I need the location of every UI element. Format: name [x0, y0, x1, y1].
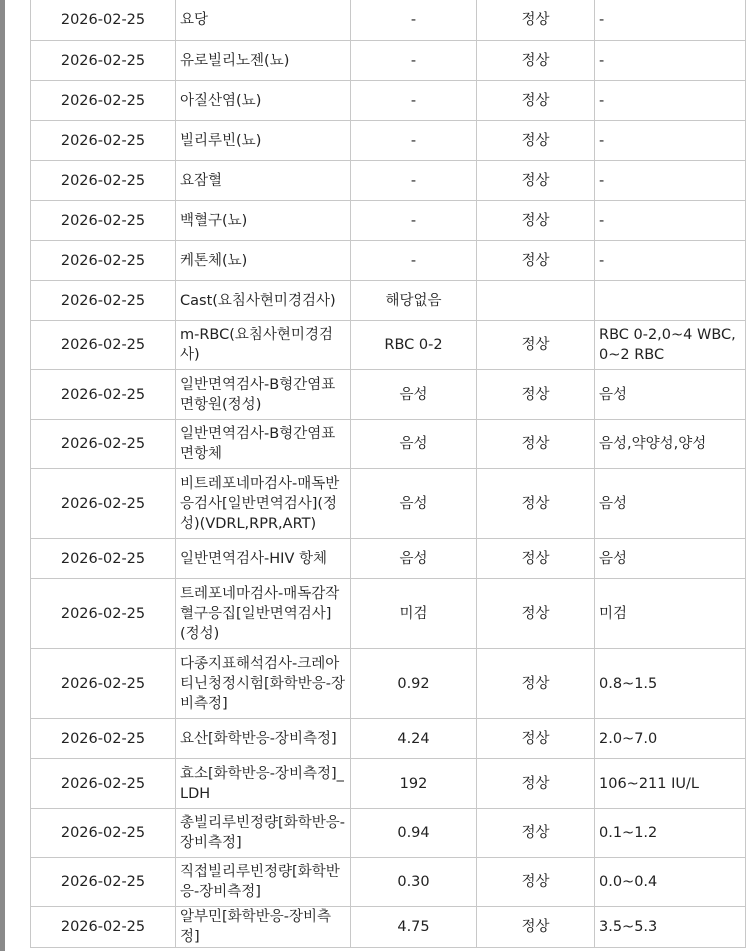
row-reference-cell: 0.1~1.2 — [595, 809, 746, 858]
row-judgement-cell: 정상 — [477, 759, 595, 809]
row-date-cell: 2026-02-25 — [31, 201, 176, 241]
row-date-cell: 2026-02-25 — [31, 281, 176, 321]
row-test-name-cell: 다종지표해석검사-크레아티닌청정시험[화학반응-장비측정] — [176, 649, 351, 719]
row-result-cell: 해당없음 — [351, 281, 477, 321]
table-row — [31, 81, 746, 121]
row-test-name-cell: 총빌리루빈정량[화학반응-장비측정] — [176, 809, 351, 858]
row-judgement-cell: 정상 — [477, 370, 595, 420]
row-result-cell: 4.75 — [351, 907, 477, 948]
row-date-cell: 2026-02-25 — [31, 809, 176, 858]
row-test-name-cell: 일반면역검사-B형간염표면항원(정성) — [176, 370, 351, 420]
row-judgement-cell: 정상 — [477, 41, 595, 81]
row-result-cell: 미검 — [351, 579, 477, 649]
row-test-name-cell: 트레포네마검사-매독감작혈구응집[일반면역검사](정성) — [176, 579, 351, 649]
row-test-name-cell: 유로빌리노젠(뇨) — [176, 41, 351, 81]
row-reference-cell: - — [595, 161, 746, 201]
row-result-cell: - — [351, 121, 477, 161]
row-judgement-cell: 정상 — [477, 121, 595, 161]
row-judgement-cell: 정상 — [477, 907, 595, 948]
table-row — [31, 907, 746, 948]
lab-results-table — [30, 0, 746, 948]
row-result-cell: 0.94 — [351, 809, 477, 858]
row-date-cell: 2026-02-25 — [31, 579, 176, 649]
row-result-cell: - — [351, 201, 477, 241]
row-reference-cell: 음성,약양성,양성 — [595, 420, 746, 469]
table-row — [31, 469, 746, 539]
row-reference-cell: - — [595, 241, 746, 281]
row-reference-cell: RBC 0-2,0~4 WBC, 0~2 RBC — [595, 321, 746, 370]
row-reference-cell: 3.5~5.3 — [595, 907, 746, 948]
row-date-cell: 2026-02-25 — [31, 907, 176, 948]
row-reference-cell: 음성 — [595, 370, 746, 420]
left-edge-strip — [0, 0, 5, 951]
row-date-cell: 2026-02-25 — [31, 719, 176, 759]
table-row — [31, 579, 746, 649]
row-date-cell: 2026-02-25 — [31, 0, 176, 41]
row-judgement-cell: 정상 — [477, 649, 595, 719]
row-result-cell: - — [351, 0, 477, 41]
table-row — [31, 649, 746, 719]
row-date-cell: 2026-02-25 — [31, 649, 176, 719]
table-row — [31, 281, 746, 321]
row-result-cell: 음성 — [351, 469, 477, 539]
row-reference-cell: 0.8~1.5 — [595, 649, 746, 719]
row-test-name-cell: 백혈구(뇨) — [176, 201, 351, 241]
row-judgement-cell: 정상 — [477, 0, 595, 41]
row-date-cell: 2026-02-25 — [31, 161, 176, 201]
row-result-cell: 0.92 — [351, 649, 477, 719]
row-test-name-cell: 빌리루빈(뇨) — [176, 121, 351, 161]
row-date-cell: 2026-02-25 — [31, 858, 176, 907]
results-table-container[interactable] — [30, 0, 745, 948]
row-test-name-cell: Cast(요침사현미경검사) — [176, 281, 351, 321]
row-reference-cell: 미검 — [595, 579, 746, 649]
table-row — [31, 759, 746, 809]
row-date-cell: 2026-02-25 — [31, 469, 176, 539]
row-result-cell: 4.24 — [351, 719, 477, 759]
table-row — [31, 719, 746, 759]
row-test-name-cell: 일반면역검사-HIV 항체 — [176, 539, 351, 579]
row-result-cell: 192 — [351, 759, 477, 809]
row-test-name-cell: 케톤체(뇨) — [176, 241, 351, 281]
row-reference-cell: - — [595, 0, 746, 41]
results-table-body — [31, 0, 746, 948]
row-result-cell: - — [351, 41, 477, 81]
row-reference-cell: - — [595, 201, 746, 241]
row-test-name-cell: 아질산염(뇨) — [176, 81, 351, 121]
row-date-cell: 2026-02-25 — [31, 539, 176, 579]
row-reference-cell: - — [595, 41, 746, 81]
row-reference-cell: 2.0~7.0 — [595, 719, 746, 759]
row-judgement-cell: 정상 — [477, 858, 595, 907]
row-result-cell: 음성 — [351, 420, 477, 469]
row-judgement-cell: 정상 — [477, 161, 595, 201]
row-judgement-cell: 정상 — [477, 201, 595, 241]
row-test-name-cell: 요산[화학반응-장비측정] — [176, 719, 351, 759]
row-date-cell: 2026-02-25 — [31, 41, 176, 81]
row-judgement-cell: 정상 — [477, 809, 595, 858]
table-row — [31, 420, 746, 469]
row-test-name-cell: 요당 — [176, 0, 351, 41]
row-result-cell: 음성 — [351, 370, 477, 420]
row-judgement-cell: 정상 — [477, 321, 595, 370]
row-reference-cell — [595, 281, 746, 321]
table-row — [31, 121, 746, 161]
row-judgement-cell: 정상 — [477, 579, 595, 649]
table-row — [31, 41, 746, 81]
table-row — [31, 161, 746, 201]
row-reference-cell: - — [595, 121, 746, 161]
row-reference-cell: 음성 — [595, 539, 746, 579]
table-row — [31, 321, 746, 370]
row-judgement-cell: 정상 — [477, 81, 595, 121]
row-test-name-cell: 효소[화학반응-장비측정]_LDH — [176, 759, 351, 809]
row-test-name-cell: 알부민[화학반응-장비측정] — [176, 907, 351, 948]
table-row — [31, 539, 746, 579]
row-result-cell: - — [351, 81, 477, 121]
row-reference-cell: 0.0~0.4 — [595, 858, 746, 907]
row-date-cell: 2026-02-25 — [31, 759, 176, 809]
row-test-name-cell: m-RBC(요침사현미경검사) — [176, 321, 351, 370]
row-result-cell: 음성 — [351, 539, 477, 579]
table-row — [31, 201, 746, 241]
row-reference-cell: 음성 — [595, 469, 746, 539]
row-test-name-cell: 일반면역검사-B형간염표면항체 — [176, 420, 351, 469]
table-row — [31, 809, 746, 858]
table-row — [31, 370, 746, 420]
row-date-cell: 2026-02-25 — [31, 121, 176, 161]
row-reference-cell: - — [595, 81, 746, 121]
row-judgement-cell: 정상 — [477, 719, 595, 759]
row-judgement-cell — [477, 281, 595, 321]
row-test-name-cell: 비트레포네마검사-매독반응검사[일반면역검사](정성)(VDRL,RPR,ART) — [176, 469, 351, 539]
row-result-cell: RBC 0-2 — [351, 321, 477, 370]
row-reference-cell: 106~211 IU/L — [595, 759, 746, 809]
row-date-cell: 2026-02-25 — [31, 241, 176, 281]
row-result-cell: - — [351, 241, 477, 281]
row-test-name-cell: 요잠혈 — [176, 161, 351, 201]
row-date-cell: 2026-02-25 — [31, 370, 176, 420]
row-result-cell: - — [351, 161, 477, 201]
table-row — [31, 858, 746, 907]
row-date-cell: 2026-02-25 — [31, 420, 176, 469]
row-judgement-cell: 정상 — [477, 420, 595, 469]
row-judgement-cell: 정상 — [477, 539, 595, 579]
row-test-name-cell: 직접빌리루빈정량[화학반응-장비측정] — [176, 858, 351, 907]
row-result-cell: 0.30 — [351, 858, 477, 907]
row-date-cell: 2026-02-25 — [31, 321, 176, 370]
row-judgement-cell: 정상 — [477, 241, 595, 281]
table-row — [31, 0, 746, 41]
table-row — [31, 241, 746, 281]
row-judgement-cell: 정상 — [477, 469, 595, 539]
row-date-cell: 2026-02-25 — [31, 81, 176, 121]
